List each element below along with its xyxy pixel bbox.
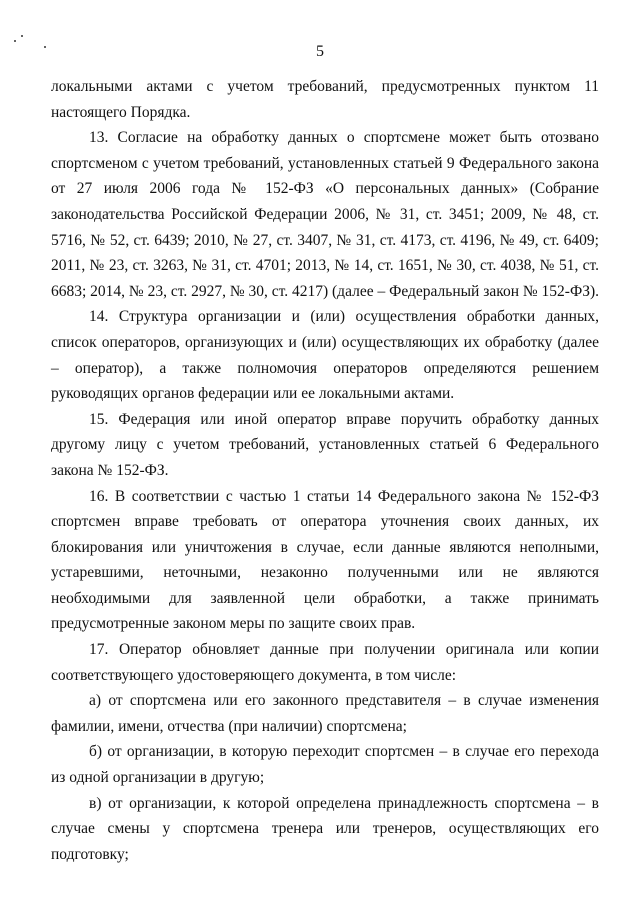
paragraph-17-c: в) от организации, к которой определена принадлежность спортсмена – в случае смены у спортсмена тренера или тренеров, осуществляющих его подготовку;: [51, 794, 599, 863]
paragraph-15: 15. Федерация или иной оператор вправе поручить обработку данных другому лицу с учетом требований, установленных статьей 6 Федерального закона № 152-ФЗ.: [51, 410, 599, 479]
paragraph-17: 17. Оператор обновляет данные при получении оригинала или копии соответствующего удостоверяющего документа, в том числе:: [51, 641, 599, 684]
paragraph-continuation: локальными актами с учетом требований, предусмотренных пунктом 11 настоящего Порядка.: [51, 78, 599, 121]
paragraph-17-b: б) от организации, в которую переходит спортсмен – в случае его перехода из одной организации в другую;: [51, 743, 599, 787]
page-number: 5: [316, 43, 324, 60]
document-body: [51, 74, 599, 867]
paragraph-13: 13. Согласие на обработку данных о спортсмене может быть отозвано спортсменом с учетом требований, установленных статьей 9 Федерального закона от 27 июля 2006 года № 152-ФЗ «О персональных данных» (Собрание законодательства Российской Федерации 2006, № 31, ст. 3451; 2009, № 48, ст. 5716, № 52, ст. 6439; 2010, № 27, ст. 3407, № 31, ст. 4173, ст. 4196, № 49, ст. 6409; 2011, № 23, ст. 3263, № 31, ст. 4701; 2013, № 14, ст. 1651, № 30, ст. 4038, № 51, ст. 6683; 2014, № 23, ст. 2927, № 30, ст. 4217) (далее – Федеральный закон № 152-ФЗ).: [51, 129, 600, 300]
paragraph-17-a: а) от спортсмена или его законного представителя – в случае изменения фамилии, имени, отчества (при наличии) спортсмена;: [51, 692, 599, 735]
paragraph-16: 16. В соответствии с частью 1 статьи 14 Федерального закона № 152-ФЗ спортсмен вправе требовать от оператора уточнения своих данных, их блокирования или уничтожения в случае, если данные являются неполными, устаревшими, неточными, незаконно полученными или не являются необходимыми для заявленной цели обработки, а также принимать предусмотренные законом меры по защите своих прав.: [51, 487, 599, 633]
paragraph-14: 14. Структура организации и (или) осуществления обработки данных, список операторов, организующих и (или) осуществляющих их обработку (далее – оператор), а также полномочия операторов определяются решением руководящих органов федерации или ее локальными актами.: [51, 308, 599, 403]
scan-speck: [21, 35, 23, 37]
